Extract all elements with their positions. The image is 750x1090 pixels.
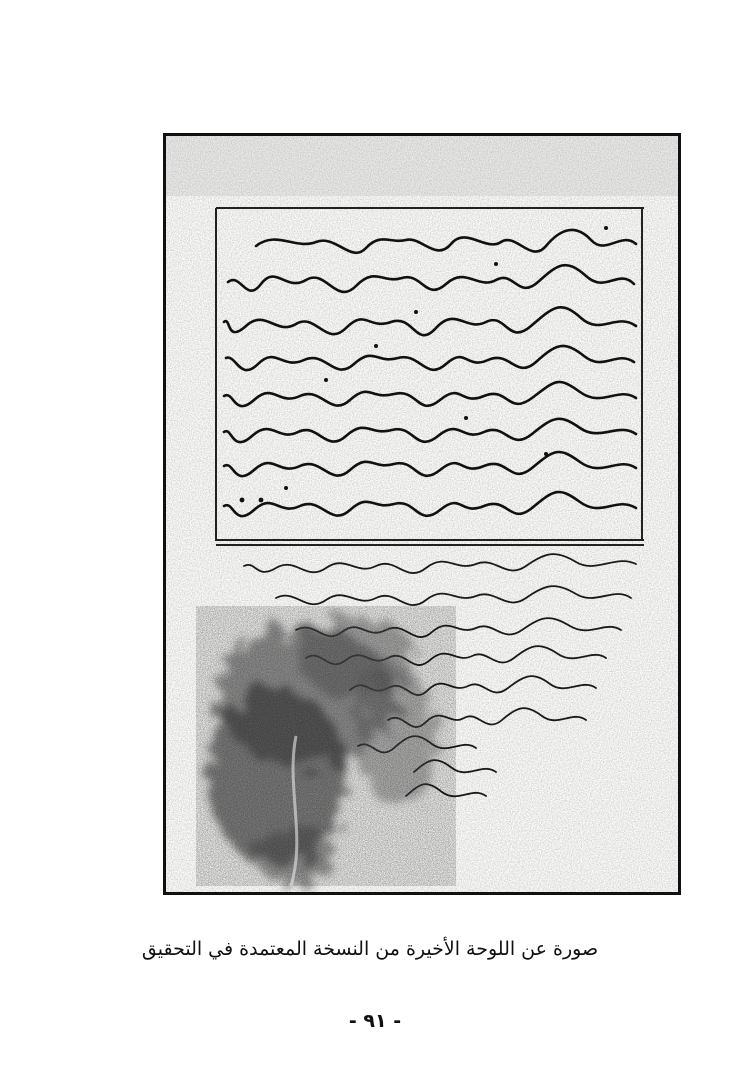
manuscript-image bbox=[166, 136, 678, 892]
top-shadow bbox=[166, 136, 678, 196]
manuscript-photocopy bbox=[163, 133, 681, 895]
figure-caption: صورة عن اللوحة الأخيرة من النسخة المعتمدة في التحقيق bbox=[141, 938, 599, 960]
page-number: - ٩١ - bbox=[348, 1010, 402, 1032]
stain-grain bbox=[196, 606, 456, 886]
